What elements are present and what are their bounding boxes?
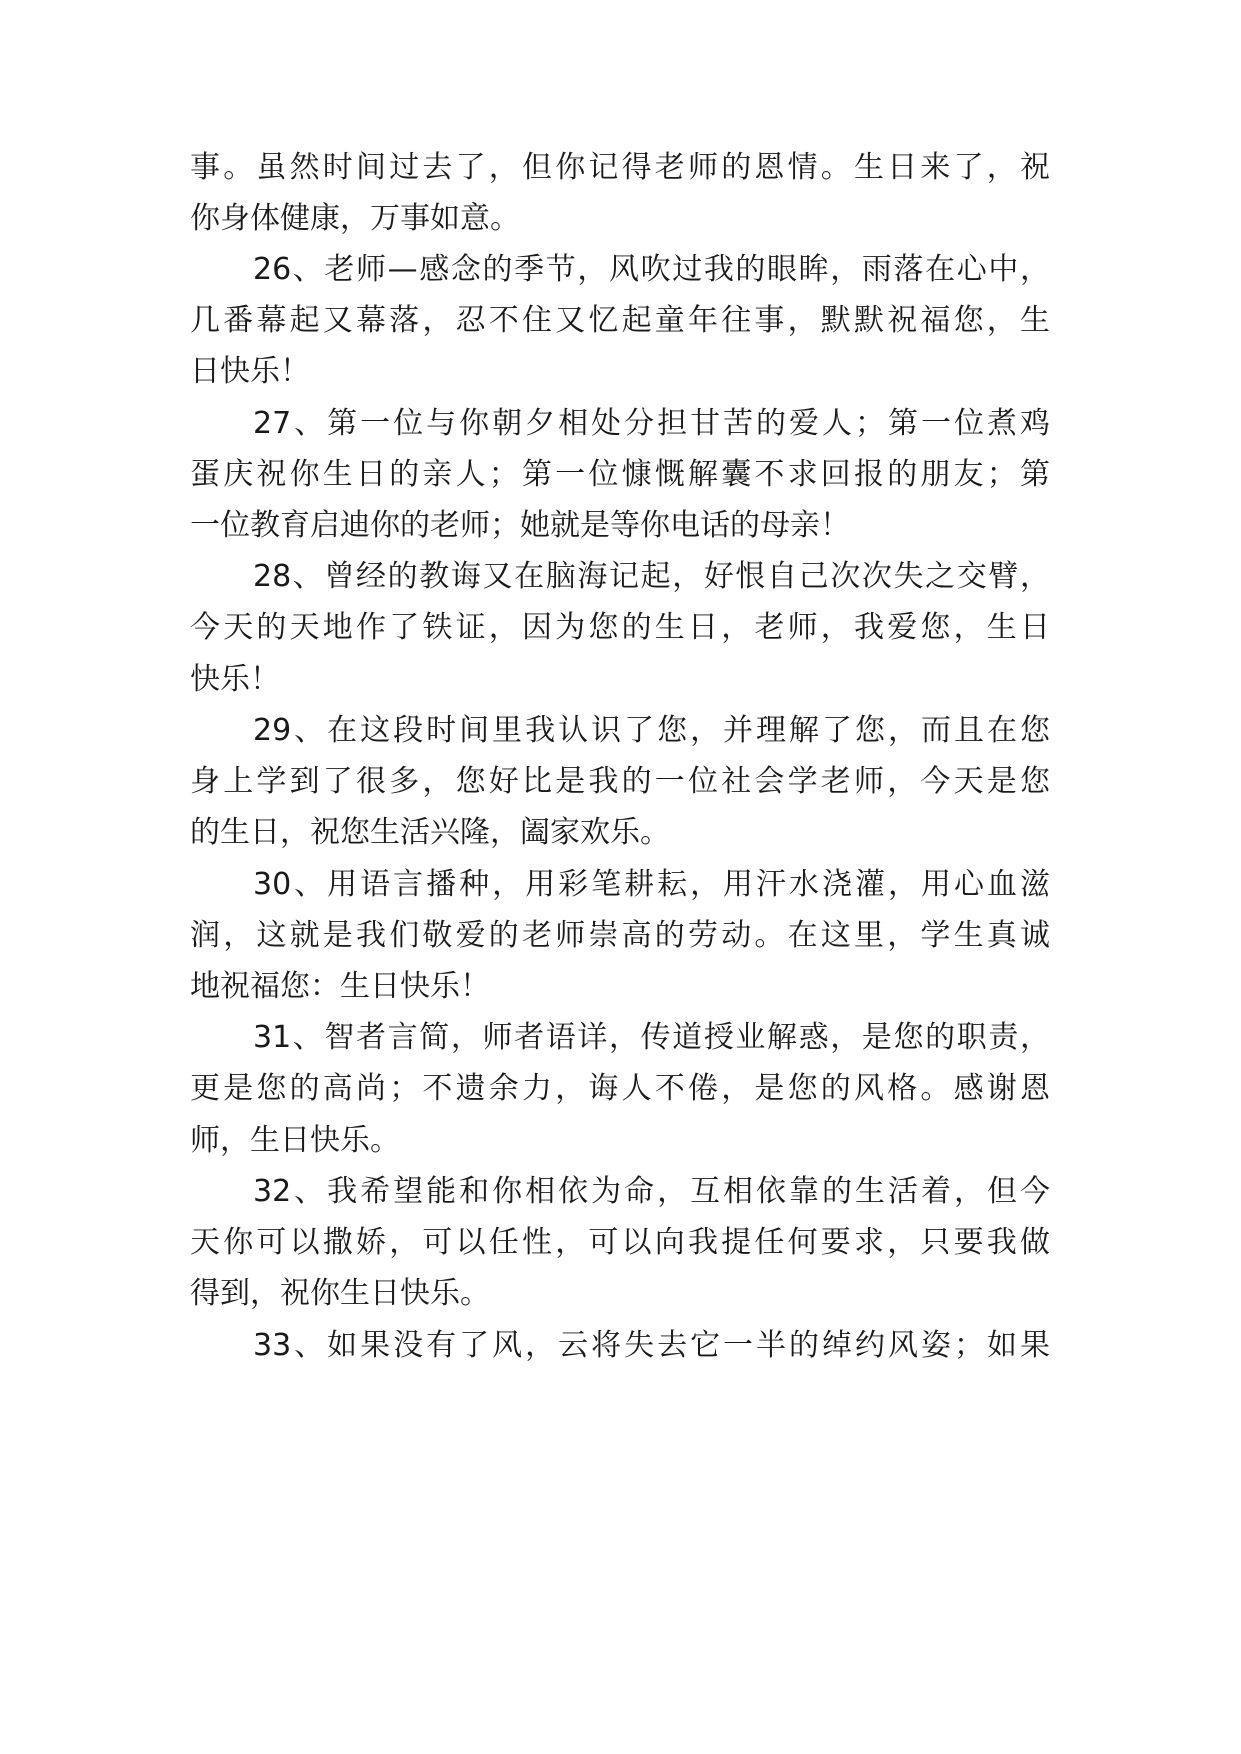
text-line: 蛋庆祝你生日的亲人；第一位慷慨解囊不求回报的朋友；第 [190,457,1050,492]
text-line: 事。虽然时间过去了，但你记得老师的恩情。生日来了，祝 [190,150,1050,185]
text-line: 一位教育启迪你的老师；她就是等你电话的母亲！ [190,508,850,543]
text-line: 得到，祝你生日快乐。 [190,1276,490,1311]
text-line: 师，生日快乐。 [190,1123,400,1158]
text-line: 日快乐！ [190,354,310,389]
text-line: 今天的天地作了铁证，因为您的生日，老师，我爱您，生日 [190,610,1050,645]
text-line: 身上学到了很多，您好比是我的一位社会学老师，今天是您 [190,764,1050,799]
paragraph-26-start: 26、老师—感念的季节，风吹过我的眼眸，雨落在心中， [253,252,1050,287]
text-line: 快乐！ [190,662,280,697]
text-line: 你身体健康，万事如意。 [190,201,520,236]
paragraph-30-start: 30、用语言播种，用彩笔耕耘，用汗水浇灌，用心血滋 [253,867,1050,902]
text-line: 的生日，祝您生活兴隆，阖家欢乐。 [190,815,670,850]
paragraph-28-start: 28、曾经的教诲又在脑海记起，好恨自己次次失之交臂， [253,559,1050,594]
paragraph-27-start: 27、第一位与你朝夕相处分担甘苦的爱人；第一位煮鸡 [253,406,1050,441]
text-line: 天你可以撒娇，可以任性，可以向我提任何要求，只要我做 [190,1225,1050,1260]
text-line: 地祝福您：生日快乐！ [190,969,490,1004]
text-line: 更是您的高尚；不遗余力，诲人不倦，是您的风格。感谢恩 [190,1071,1050,1106]
paragraph-29-start: 29、在这段时间里我认识了您，并理解了您，而且在您 [253,713,1050,748]
text-line: 润，这就是我们敬爱的老师崇高的劳动。在这里，学生真诚 [190,918,1050,953]
paragraph-31-start: 31、智者言简，师者语详，传道授业解惑，是您的职责， [253,1020,1050,1055]
text-line: 几番幕起又幕落，忍不住又忆起童年往事，默默祝福您，生 [190,303,1050,338]
paragraph-33-start: 33、如果没有了风，云将失去它一半的绰约风姿；如果 [253,1328,1050,1363]
paragraph-32-start: 32、我希望能和你相依为命，互相依靠的生活着，但今 [253,1174,1050,1209]
